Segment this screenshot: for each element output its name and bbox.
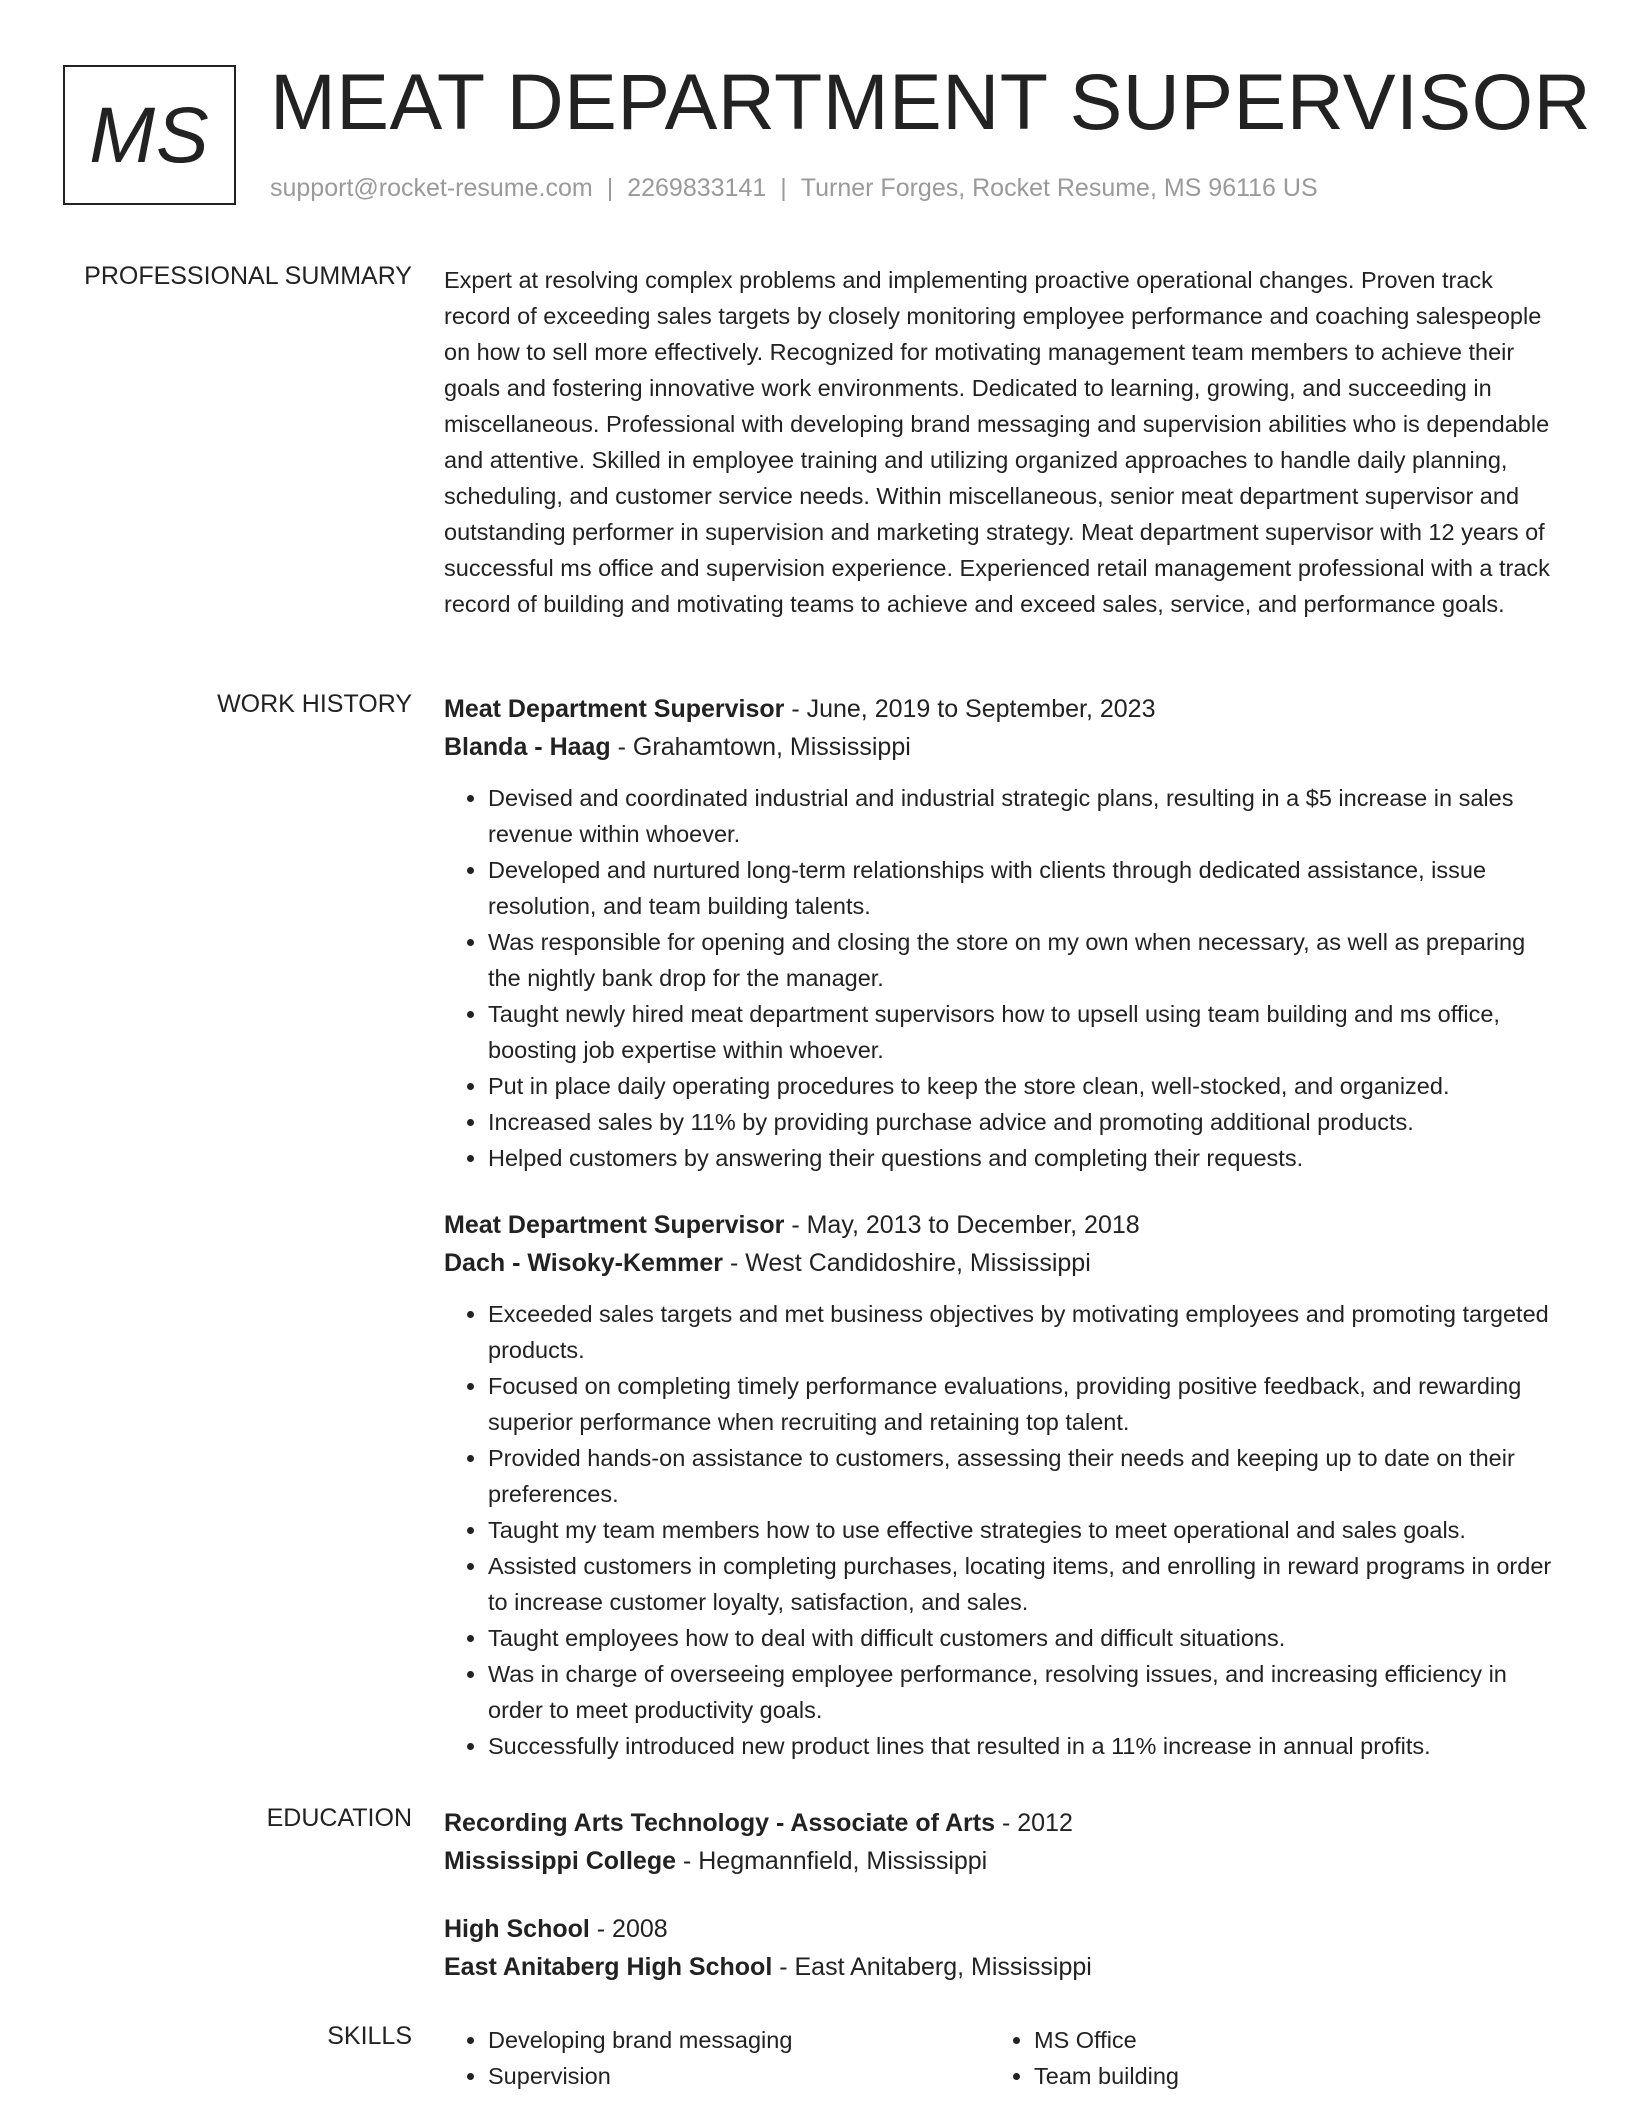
education-year: - 2012	[995, 1809, 1073, 1837]
skills-list-right	[990, 2022, 1536, 2094]
skill-item: • Team building	[1034, 2058, 1536, 2094]
list-item: • Taught employees how to deal with difficult customers and difficult situations.	[488, 1620, 1560, 1656]
section-heading: PROFESSIONAL SUMMARY	[84, 262, 412, 290]
job-duties-list	[444, 780, 1560, 1176]
job-title: Meat Department Supervisor	[444, 1211, 785, 1239]
education-degree: High School	[444, 1915, 590, 1943]
section-heading: EDUCATION	[266, 1804, 412, 1832]
list-item: • Exceeded sales targets and met business objectives by motivating employees and promoting targeted products.	[488, 1296, 1560, 1368]
list-item: • Taught newly hired meat department supervisors how to upsell using team building and ms office, boosting job expertise within whoever.	[488, 996, 1560, 1068]
summary-text: Expert at resolving complex problems and implementing proactive operational changes. Proven track record of exceeding sales targets by closely monitoring employee performance and coaching salespeople on how to sell more effectively. Recognized for motivating management team members to achieve their goals and fostering innovative work environments. Dedicated to learning, growing, and succeeding in miscellaneous. Professional with developing brand messaging and supervision abilities who is dependable and attentive. Skilled in employee training and utilizing organized approaches to handle daily planning, scheduling, and customer service needs. Within miscellaneous, senior meat department supervisor and outstanding performer in supervision and marketing strategy. Meat department supervisor with 12 years of successful ms office and supervision experience. Experienced retail management professional with a track record of building and motivating teams to achieve and exceed sales, service, and performance goals.	[444, 267, 1550, 617]
education-location: - Hegmannfield, Mississippi	[676, 1847, 988, 1875]
contact-address: Turner Forges, Rocket Resume, MS 96116 US	[800, 174, 1318, 202]
contact-separator: |	[606, 174, 614, 202]
education-year: - 2008	[589, 1915, 668, 1943]
list-item: • Helped customers by answering their questions and completing their requests.	[488, 1140, 1560, 1176]
list-item: • Was responsible for opening and closing the store on my own when necessary, as well as preparing the nightly bank drop for the manager.	[488, 924, 1560, 996]
job-entry	[444, 1206, 1560, 1764]
skill-item: • MS Office	[1034, 2022, 1536, 2058]
contact-line	[270, 174, 1318, 203]
education-entry	[444, 1910, 1560, 1986]
education-entry	[444, 1804, 1560, 1880]
list-item: • Assisted customers in completing purchases, locating items, and enrolling in reward programs in order to increase customer loyalty, satisfaction, and sales.	[488, 1548, 1560, 1620]
education-degree: Recording Arts Technology - Associate of Arts	[444, 1809, 996, 1837]
skill-item: • Supervision	[488, 2058, 990, 2094]
list-item: • Taught my team members how to use effective strategies to meet operational and sales goals.	[488, 1512, 1560, 1548]
monogram-logo: MS	[63, 65, 236, 205]
education-school: Mississippi College	[444, 1847, 677, 1875]
page-title: MEAT DEPARTMENT SUPERVISOR	[270, 57, 1592, 146]
job-dates: - June, 2019 to September, 2023	[784, 695, 1156, 723]
list-item: • Put in place daily operating procedures to keep the store clean, well-stocked, and organized.	[488, 1068, 1560, 1104]
job-company: Blanda - Haag	[444, 733, 611, 761]
section-heading: WORK HISTORY	[217, 690, 412, 718]
section-heading: SKILLS	[327, 2022, 412, 2050]
job-location: - Grahamtown, Mississippi	[610, 733, 911, 761]
skill-item: • Developing brand messaging	[488, 2022, 990, 2058]
job-duties-list	[444, 1296, 1560, 1764]
job-dates: - May, 2013 to December, 2018	[784, 1211, 1140, 1239]
job-company: Dach - Wisoky-Kemmer	[444, 1249, 724, 1277]
education-school: East Anitaberg High School	[444, 1953, 773, 1981]
list-item: • Focused on completing timely performance evaluations, providing positive feedback, and rewarding superior performance when recruiting and retaining top talent.	[488, 1368, 1560, 1440]
resume-header	[0, 0, 1632, 230]
list-item: • Was in charge of overseeing employee performance, resolving issues, and increasing efficiency in order to meet productivity goals.	[488, 1656, 1560, 1728]
skills-list-left	[444, 2022, 990, 2094]
job-title: Meat Department Supervisor	[444, 695, 785, 723]
list-item: • Provided hands-on assistance to customers, assessing their needs and keeping up to date on their preferences.	[488, 1440, 1560, 1512]
list-item: • Devised and coordinated industrial and industrial strategic plans, resulting in a $5 increase in sales revenue within whoever.	[488, 780, 1560, 852]
list-item: • Successfully introduced new product lines that resulted in a 11% increase in annual profits.	[488, 1728, 1560, 1764]
list-item: • Developed and nurtured long-term relationships with clients through dedicated assistance, issue resolution, and team building talents.	[488, 852, 1560, 924]
contact-phone: 2269833141	[627, 174, 767, 202]
contact-separator: |	[780, 174, 787, 202]
job-entry	[444, 690, 1560, 1176]
list-item: • Increased sales by 11% by providing purchase advice and promoting additional products.	[488, 1104, 1560, 1140]
job-location: - West Candidoshire, Mississippi	[723, 1249, 1091, 1277]
skills-grid	[444, 2022, 1560, 2094]
education-location: - East Anitaberg, Mississippi	[772, 1953, 1092, 1981]
contact-email[interactable]: support@rocket-resume.com	[270, 174, 593, 202]
